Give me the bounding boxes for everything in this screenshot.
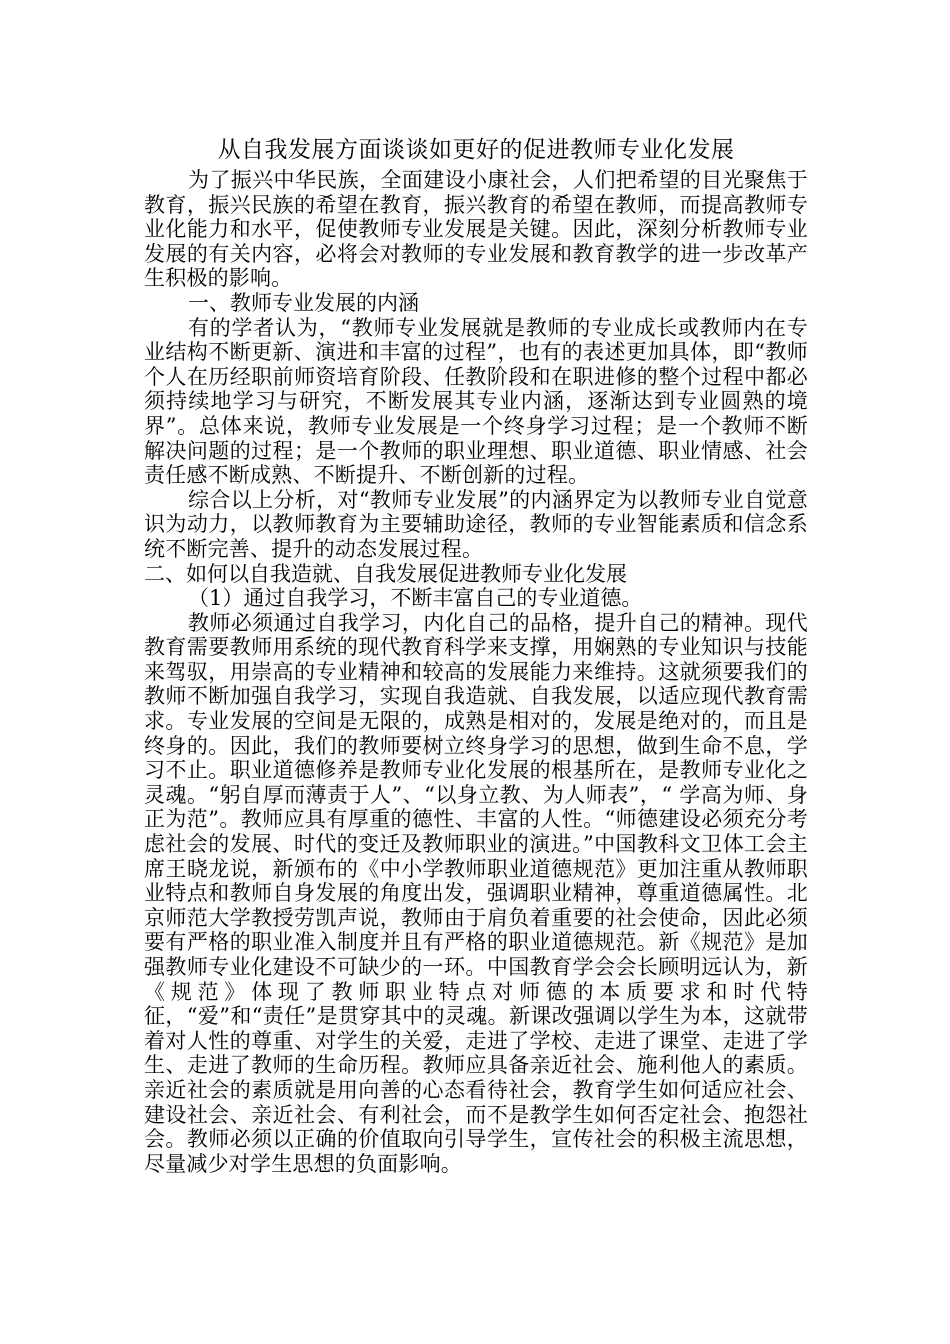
section2-paragraph-1: 教师必须通过自我学习，内化自己的品格，提升自己的精神。现代教育需要教师用系统的现代教育科学来支撑，用娴熟的专业知识与技能来驾驭，用崇高的专业精神和较高的发展能力来维持。这就须要我们的教师不断加强自我学习，实现自我造就、自我发展，以适应现代教育需求。专业发展的空间是无限的，成熟是相对的，发展是绝对的，而且是终身的。因此，我们的教师要树立终身学习的思想，做到生命不息，学习不止。职业道德修养是教师专业化发展的根基所在，是教师专业化之灵魂。“躬自厚而薄责于人”、“以身立教、为人师表”，“ 学高为师、身正为范”。教师应具有厚重的德性、丰富的人性。“师德建设必须充分考虑社会的发展、时代的变迁及教师职业的演进。”中国教科文卫体工会主席王晓龙说，新颁布的《中小学教师职业道德规范》更加注重从教师职业特点和教师自身发展的角度出发，强调职业精神，尊重道德属性。北京师范大学教授劳凯声说，教师由于肩负着重要的社会使命，因此必须要有严格的职业准入制度并且有严格的职业道德规范。新《规范》是加强教师专业化建设不可缺少的一环。中国教育学会会长顾明远认为，新《规范》体现了教师职业特点对师德的本质要求和时代特征，“爱”和“责任”是贯穿其中的灵魂。新课改强调以学生为本，这就带着对人性的尊重、对学生的关爱，走进了学校、走进了课堂、走进了学生、走进了教师的生命历程。教师应具备亲近社会、施利他人的素质。亲近社会的素质就是用向善的心态看待社会，教育学生如何适应社会、建设社会、亲近社会、有利社会，而不是教学生如何否定社会、抱怨社会。教师必须以正确的价值取向引导学生，宣传社会的积极主流思想，尽量减少对学生思想的负面影响。 bbox=[144, 610, 808, 1176]
intro-paragraph: 为了振兴中华民族，全面建设小康社会，人们把希望的目光聚焦于教育，振兴民族的希望在教育，振兴教育的希望在教师，而提高教师专业化能力和水平，促使教师专业发展是关键。因此，深刻分析教师专业发展的有关内容，必将会对教师的专业发展和教育教学的进一步改革产生积极的影响。 bbox=[144, 168, 808, 291]
section2-subheading-1: （1）通过自我学习，不断丰富自己的专业道德。 bbox=[188, 586, 643, 611]
document-title: 从自我发展方面谈谈如更好的促进教师专业化发展 bbox=[217, 137, 735, 163]
section1-paragraph-1: 有的学者认为，“教师专业发展就是教师的专业成长或教师内在专业结构不断更新、演进和丰富的过程”，也有的表述更加具体，即“教师个人在历经职前师资培育阶段、任教阶段和在职进修的整个过程中都必须持续地学习与研究，不断发展其专业内涵，逐渐达到专业圆熟的境界”。总体来说，教师专业发展是一个终身学习过程；是一个教师不断解决问题的过程；是一个教师的职业理想、职业道德、职业情感、社会责任感不断成熟、不断提升、不断创新的过程。 bbox=[144, 315, 808, 488]
document-page bbox=[144, 132, 808, 1176]
section2-heading: 二、如何以自我造就、自我发展促进教师专业化发展 bbox=[144, 561, 627, 586]
section1-paragraph-2: 综合以上分析，对“教师专业发展”的内涵界定为以教师专业自觉意识为动力，以教师教育为主要辅助途径，教师的专业智能素质和信念系统不断完善、提升的动态发展过程。 bbox=[144, 487, 808, 561]
section1-heading: 一、教师专业发展的内涵 bbox=[188, 290, 419, 315]
